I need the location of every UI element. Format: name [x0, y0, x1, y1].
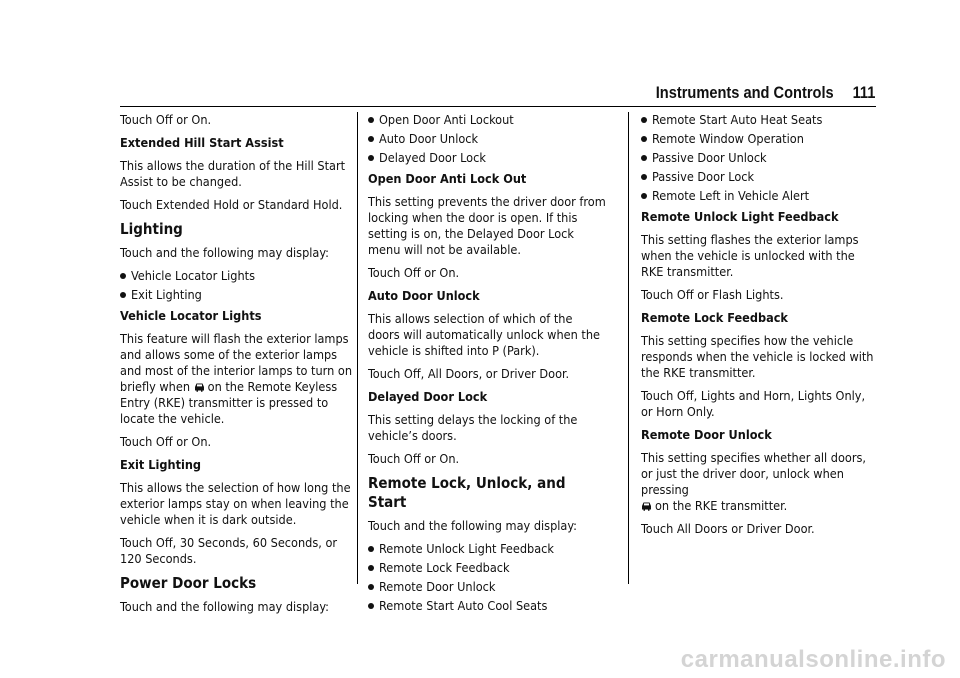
list-item: Remote Unlock Light Feedback	[368, 541, 606, 557]
subheading: Extended Hill Start Assist	[120, 135, 284, 150]
paragraph: Touch Off, Lights and Horn, Lights Only, or Horn Only.	[641, 388, 866, 419]
column-divider	[628, 112, 629, 584]
paragraph: Touch and the following may display:	[120, 245, 329, 260]
paragraph: This setting prevents the driver door from locking when the door is open. If this setting is on, the Delayed Door Lock menu will not be available.	[368, 194, 606, 257]
paragraph: Touch Off or On.	[120, 112, 212, 127]
car-unlock-icon	[641, 501, 652, 511]
column-3	[641, 112, 879, 544]
paragraph: Touch Off or On.	[368, 265, 460, 280]
bullet-list	[368, 112, 606, 166]
list-item: Exit Lighting	[120, 287, 358, 303]
paragraph	[120, 331, 358, 427]
section-heading: Lighting	[120, 220, 183, 238]
text-run: on the Remote Keyless Entry (RKE) transmitter is pressed to locate the vehicle.	[120, 379, 338, 426]
paragraph: This allows the selection of how long the exterior lamps stay on when leaving the vehicle when it is dark outside.	[120, 480, 351, 527]
subheading: Open Door Anti Lock Out	[368, 171, 527, 186]
list-item: Remote Door Unlock	[368, 579, 606, 595]
list-item: Remote Window Operation	[641, 131, 879, 147]
paragraph: This setting delays the locking of the vehicle’s doors.	[368, 412, 578, 443]
list-item: Remote Start Auto Heat Seats	[641, 112, 879, 128]
paragraph: This setting flashes the exterior lamps when the vehicle is unlocked with the RKE transmitter.	[641, 232, 859, 279]
paragraph: Touch Extended Hold or Standard Hold.	[120, 197, 343, 212]
text-run: on the RKE transmitter.	[655, 498, 788, 513]
bullet-list	[368, 541, 606, 614]
text-run: This setting specifies whether all doors, or just the driver door, unlock when pressing	[641, 450, 867, 497]
paragraph	[641, 450, 879, 514]
section-heading: Power Door Locks	[120, 574, 257, 592]
header-rule	[120, 106, 876, 107]
list-item: Remote Left in Vehicle Alert	[641, 188, 879, 204]
list-item: Passive Door Lock	[641, 169, 879, 185]
section-title: Instruments and Controls	[655, 83, 834, 102]
paragraph: Touch Off or On.	[120, 434, 212, 449]
paragraph: Touch All Doors or Driver Door.	[641, 521, 815, 536]
column-2	[368, 112, 606, 619]
list-item: Auto Door Unlock	[368, 131, 606, 147]
paragraph: Touch Off or On.	[368, 451, 460, 466]
subheading: Remote Door Unlock	[641, 427, 772, 442]
list-item: Open Door Anti Lockout	[368, 112, 606, 128]
bullet-list	[120, 268, 358, 303]
list-item: Remote Lock Feedback	[368, 560, 606, 576]
section-heading: Remote Lock, Unlock, and Start	[368, 474, 566, 511]
page-header	[655, 83, 875, 103]
subheading: Exit Lighting	[120, 457, 202, 472]
watermark: carmanualsonline.info	[680, 646, 946, 673]
paragraph: Touch Off, 30 Seconds, 60 Seconds, or 120 Seconds.	[120, 535, 338, 566]
subheading: Remote Lock Feedback	[641, 310, 788, 325]
text-run: This feature will flash the exterior lamps and allows some of the exterior lamps and most of the interior lamps to turn on briefly when	[120, 331, 353, 394]
paragraph: Touch Off, All Doors, or Driver Door.	[368, 366, 570, 381]
car-unlock-icon	[194, 382, 205, 392]
paragraph: Touch and the following may display:	[368, 518, 577, 533]
list-item: Passive Door Unlock	[641, 150, 879, 166]
paragraph: This allows selection of which of the doors will automatically unlock when the vehicle is shifted into P (Park).	[368, 311, 600, 358]
subheading: Vehicle Locator Lights	[120, 308, 262, 323]
bullet-list	[641, 112, 879, 204]
list-item: Remote Start Auto Cool Seats	[368, 598, 606, 614]
subheading: Remote Unlock Light Feedback	[641, 209, 839, 224]
paragraph: This allows the duration of the Hill Start Assist to be changed.	[120, 158, 346, 189]
list-item: Vehicle Locator Lights	[120, 268, 358, 284]
paragraph: Touch Off or Flash Lights.	[641, 287, 784, 302]
list-item: Delayed Door Lock	[368, 150, 606, 166]
paragraph: This setting specifies how the vehicle responds when the vehicle is locked with the RKE transmitter.	[641, 333, 874, 380]
subheading: Auto Door Unlock	[368, 288, 480, 303]
column-1	[120, 112, 358, 622]
paragraph: Touch and the following may display:	[120, 599, 329, 614]
subheading: Delayed Door Lock	[368, 389, 488, 404]
page-number: 111	[852, 83, 875, 102]
